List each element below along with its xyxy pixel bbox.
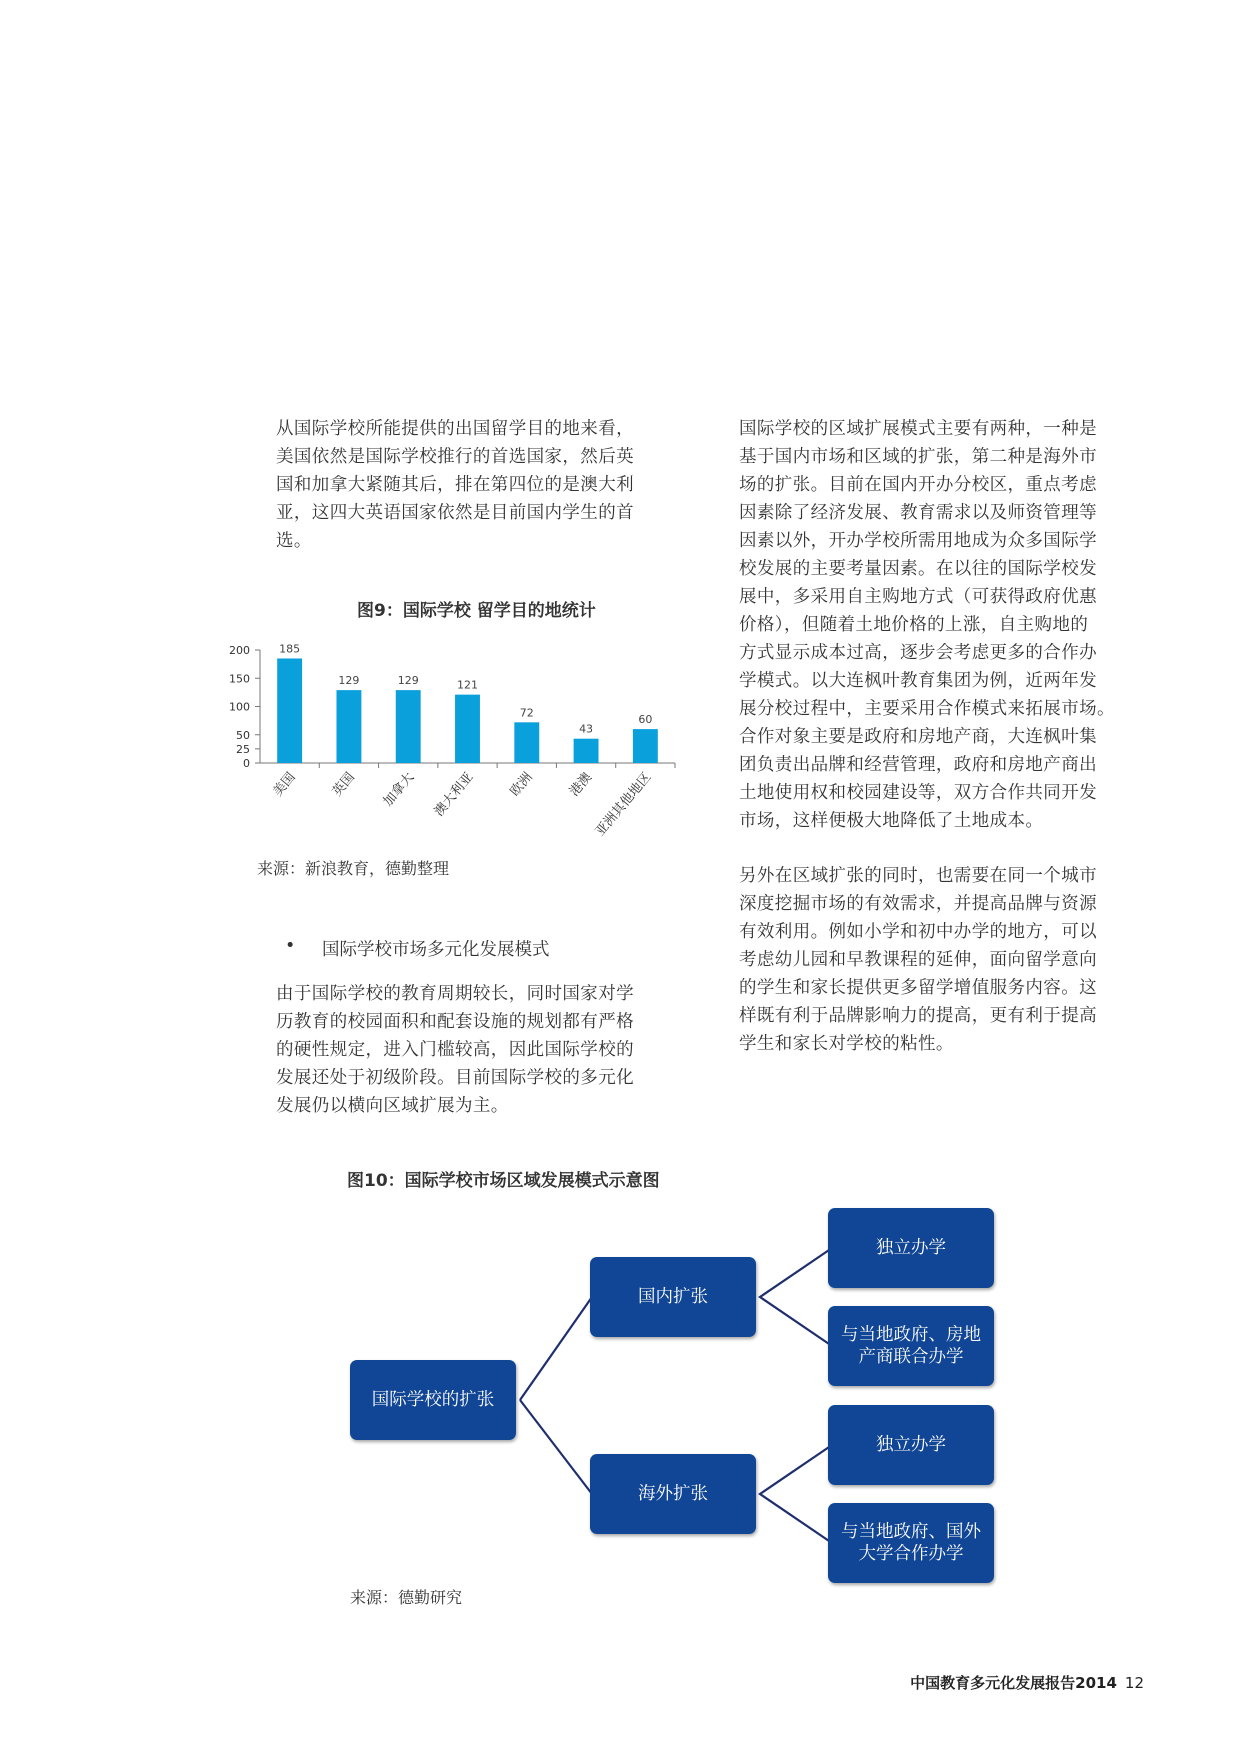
bar <box>336 690 361 763</box>
text-line: 土地使用权和校园建设等，双方合作共同开发 <box>739 783 1097 803</box>
y-tick-label: 150 <box>229 672 250 686</box>
x-category-label: 加拿大 <box>380 769 418 810</box>
text-line: 国际学校的区域扩展模式主要有两种，一种是 <box>739 419 1097 439</box>
figure10-tree-diagram <box>340 1200 1000 1600</box>
figure9-title: 图9：国际学校 留学目的地统计 <box>357 601 596 621</box>
figure9-source: 来源：新浪教育，德勤整理 <box>257 859 450 878</box>
text-line: 基于国内市场和区域的扩张，第二种是海外市 <box>739 447 1097 467</box>
text-line: 由于国际学校的教育周期较长，同时国家对学 <box>276 984 634 1004</box>
right-paragraph-2 <box>739 862 1097 1058</box>
y-tick-label: 100 <box>229 700 250 714</box>
node-label: 独立办学 <box>876 1238 946 1258</box>
node-domestic-independent <box>828 1208 994 1288</box>
node-overseas-expansion <box>590 1454 756 1534</box>
node-label: 独立办学 <box>876 1435 946 1455</box>
text-line: 另外在区域扩张的同时，也需要在同一个城市 <box>739 866 1097 886</box>
node-label: 与当地政府、房地 产商联合办学 <box>841 1325 981 1367</box>
page-footer <box>910 1672 1144 1693</box>
text-line: 方式显示成本过高，逐步会考虑更多的合作办 <box>739 643 1097 663</box>
data-label: 129 <box>397 674 419 688</box>
connector-root-domestic <box>520 1297 592 1400</box>
right-paragraph-1 <box>739 415 1115 835</box>
node-domestic-joint <box>828 1306 994 1386</box>
bullet-heading-text: 国际学校市场多元化发展模式 <box>322 940 550 960</box>
node-root <box>350 1360 516 1440</box>
figure10-source: 来源：德勤研究 <box>350 1588 463 1607</box>
text-line: 校发展的主要考量因素。在以往的国际学校发 <box>739 559 1097 579</box>
text-line: 学生和家长对学校的粘性。 <box>739 1034 954 1054</box>
text-line: 亚，这四大英语国家依然是目前国内学生的首 <box>276 503 634 523</box>
text-line: 因素除了经济发展、教育需求以及师资管理等 <box>739 503 1097 523</box>
bar <box>633 729 658 763</box>
connector-root-overseas <box>520 1400 592 1494</box>
node-domestic-label: 国内扩张 <box>638 1287 708 1307</box>
data-label: 43 <box>579 722 594 736</box>
connector-overseas-children <box>760 1445 832 1543</box>
x-category-label: 亚洲其他地区 <box>592 769 655 840</box>
data-label: 72 <box>519 706 534 720</box>
bar <box>574 739 599 763</box>
text-line: 历教育的校园面积和配套设施的规划都有严格 <box>276 1012 634 1032</box>
text-line: 展分校过程中，主要采用合作模式来拓展市场。 <box>739 699 1115 719</box>
data-label: 129 <box>338 674 360 688</box>
node-root-label: 国际学校的扩张 <box>371 1390 495 1410</box>
text-line: 场的扩张。目前在国内开办分校区，重点考虑 <box>739 475 1097 495</box>
node-overseas-label: 海外扩张 <box>638 1484 708 1504</box>
text-line: 的硬性规定，进入门槛较高，因此国际学校的 <box>276 1040 634 1060</box>
text-line: 因素以外，开办学校所需用地成为众多国际学 <box>739 531 1097 551</box>
text-line: 深度挖掘市场的有效需求，并提高品牌与资源 <box>739 894 1097 914</box>
node-overseas-independent <box>828 1405 994 1485</box>
text-line: 合作对象主要是政府和房地产商，大连枫叶集 <box>739 727 1097 747</box>
report-title: 中国教育多元化发展报告2014 <box>910 1674 1117 1692</box>
data-label: 60 <box>638 713 653 727</box>
node-label: 与当地政府、国外 大学合作办学 <box>841 1522 981 1564</box>
body-paragraph <box>276 980 634 1120</box>
figure10-title: 图10：国际学校市场区域发展模式示意图 <box>347 1171 660 1191</box>
x-category-label: 港澳 <box>566 769 596 800</box>
intro-paragraph <box>276 415 634 555</box>
text-line: 从国际学校所能提供的出国留学目的地来看， <box>276 419 634 439</box>
bar <box>514 722 539 763</box>
bullet-icon: • <box>285 936 296 956</box>
text-line: 的学生和家长提供更多留学增值服务内容。这 <box>739 978 1097 998</box>
y-tick-label: 200 <box>229 644 250 657</box>
data-label: 121 <box>457 678 478 692</box>
y-tick-label: 50 <box>236 728 250 742</box>
x-category-label: 英国 <box>329 769 358 800</box>
text-line: 考虑幼儿园和早教课程的延伸，面向留学意向 <box>739 950 1097 970</box>
text-line: 展中，多采用自主购地方式（可获得政府优惠 <box>739 587 1097 607</box>
y-tick-label: 25 <box>236 742 250 756</box>
node-overseas-joint <box>828 1503 994 1583</box>
text-line: 价格），但随着土地价格的上涨，自主购地的 <box>739 615 1089 635</box>
text-line: 学模式。以大连枫叶教育集团为例，近两年发 <box>739 671 1097 691</box>
x-category-label: 欧洲 <box>507 769 536 800</box>
text-line: 市场，这样便极大地降低了土地成本。 <box>739 811 1044 831</box>
x-category-label: 美国 <box>270 769 299 800</box>
text-line: 选。 <box>276 531 312 551</box>
x-category-label: 澳大利亚 <box>431 769 477 820</box>
text-line: 发展还处于初级阶段。目前国际学校的多元化 <box>276 1068 634 1088</box>
bar <box>455 695 480 763</box>
bar <box>277 658 302 763</box>
text-line: 发展仍以横向区域扩展为主。 <box>276 1096 509 1116</box>
bar <box>396 690 421 763</box>
text-line: 有效利用。例如小学和初中办学的地方，可以 <box>739 922 1097 942</box>
figure9-bar-chart <box>220 640 680 865</box>
data-label: 185 <box>279 642 301 656</box>
text-line: 美国依然是国际学校推行的首选国家，然后英 <box>276 447 634 467</box>
text-line: 国和加拿大紧随其后，排在第四位的是澳大利 <box>276 475 634 495</box>
page-number: 12 <box>1124 1674 1144 1692</box>
y-tick-label: 0 <box>243 757 250 770</box>
connector-domestic-children <box>760 1248 832 1346</box>
text-line: 样既有利于品牌影响力的提高，更有利于提高 <box>739 1006 1097 1026</box>
node-domestic-expansion <box>590 1257 756 1337</box>
text-line: 团负责出品牌和经营管理，政府和房地产商出 <box>739 755 1097 775</box>
